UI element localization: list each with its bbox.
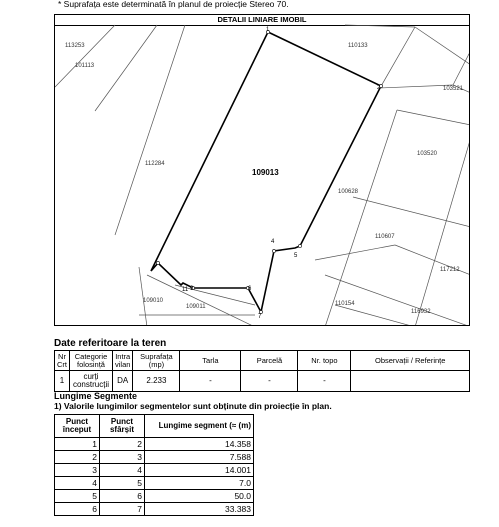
parcel-label: 103521 [443, 86, 464, 92]
cell: 2 [55, 451, 100, 464]
cell: 1 [55, 438, 100, 451]
table-row [55, 464, 254, 477]
land-section-title: Date referitoare la teren [54, 338, 167, 349]
col-parcel: Parcelă [241, 351, 298, 371]
segments-subtitle: 1) Valorile lungimilor segmentelor sunt obținute din proiecție în plan. [54, 401, 332, 411]
cell: 6 [55, 503, 100, 516]
cell: 3 [100, 451, 145, 464]
segments-table [54, 414, 254, 516]
cell: 3 [55, 464, 100, 477]
projection-note: * Suprafața este determinată în planul de proiecție Stereo 70. [58, 0, 289, 9]
point-label: 9 [190, 286, 194, 292]
point-label: 2 [377, 85, 381, 91]
parcel-label: 112284 [145, 161, 165, 167]
col-category: Categorie folosință [70, 351, 113, 371]
col-observations: Observații / Referințe [351, 351, 470, 371]
col-intravilan: Intra vilan [113, 351, 133, 371]
map-title: DETALII LINIARE IMOBIL [55, 15, 469, 26]
cell: 5 [55, 490, 100, 503]
cell: - [180, 371, 241, 392]
land-table-header [55, 351, 470, 371]
cell: 5 [100, 477, 145, 490]
parcel-label: 109011 [186, 304, 206, 310]
main-parcel-label: 109013 [252, 168, 279, 177]
parcel-label: 100628 [338, 189, 359, 195]
table-row [55, 438, 254, 451]
table-row [55, 490, 254, 503]
cell: DA [113, 371, 133, 392]
cell: 33.383 [145, 503, 254, 516]
cell: 50.0 [145, 490, 254, 503]
cell [351, 371, 470, 392]
parcel-labels [65, 43, 464, 315]
cell: 4 [55, 477, 100, 490]
point-label: 4 [271, 239, 275, 245]
cell: 6 [100, 490, 145, 503]
point-label: 5 [294, 253, 298, 259]
cell: 7.588 [145, 451, 254, 464]
parcel-label: 101113 [75, 63, 95, 69]
parcel-label: 113253 [65, 43, 85, 49]
point-label: 6 [248, 286, 252, 292]
col-length: Lungime segment (≈ (m) [145, 415, 254, 438]
parcel-label: 117212 [440, 267, 460, 273]
table-row [55, 371, 470, 392]
table-row [55, 503, 254, 516]
cell: 7.0 [145, 477, 254, 490]
parcel-label: 109010 [143, 298, 164, 304]
table-row [55, 451, 254, 464]
cell: 14.001 [145, 464, 254, 477]
cell: - [298, 371, 351, 392]
col-end: Punct sfârșit [100, 415, 145, 438]
col-area: Suprafața (mp) [133, 351, 180, 371]
parcel-map-drawing [55, 15, 470, 326]
col-nr: Nr Crt [55, 351, 70, 371]
segments-title: Lungime Segmente [54, 391, 138, 401]
cell: 4 [100, 464, 145, 477]
parcel-label: 110607 [375, 234, 395, 240]
parcel-map [54, 14, 470, 326]
parcel-label: 110133 [348, 43, 368, 49]
col-tarla: Tarla [180, 351, 241, 371]
cell: 2.233 [133, 371, 180, 392]
parcel-label: 116932 [411, 309, 431, 315]
col-topo: Nr. topo [298, 351, 351, 371]
point-label: 11 [182, 287, 189, 293]
cell: 7 [100, 503, 145, 516]
point-label: 1 [266, 27, 270, 33]
cell: 14.358 [145, 438, 254, 451]
table-row [55, 477, 254, 490]
parcel-label: 103520 [417, 151, 438, 157]
cell: 1 [55, 371, 70, 392]
cell: - [241, 371, 298, 392]
cell: 2 [100, 438, 145, 451]
land-table [54, 350, 470, 392]
col-start: Punct început [55, 415, 100, 438]
point-label: 7 [258, 314, 262, 320]
parcel-label: 110154 [335, 301, 355, 307]
cell: curți construcții [70, 371, 113, 392]
segments-header [55, 415, 254, 438]
